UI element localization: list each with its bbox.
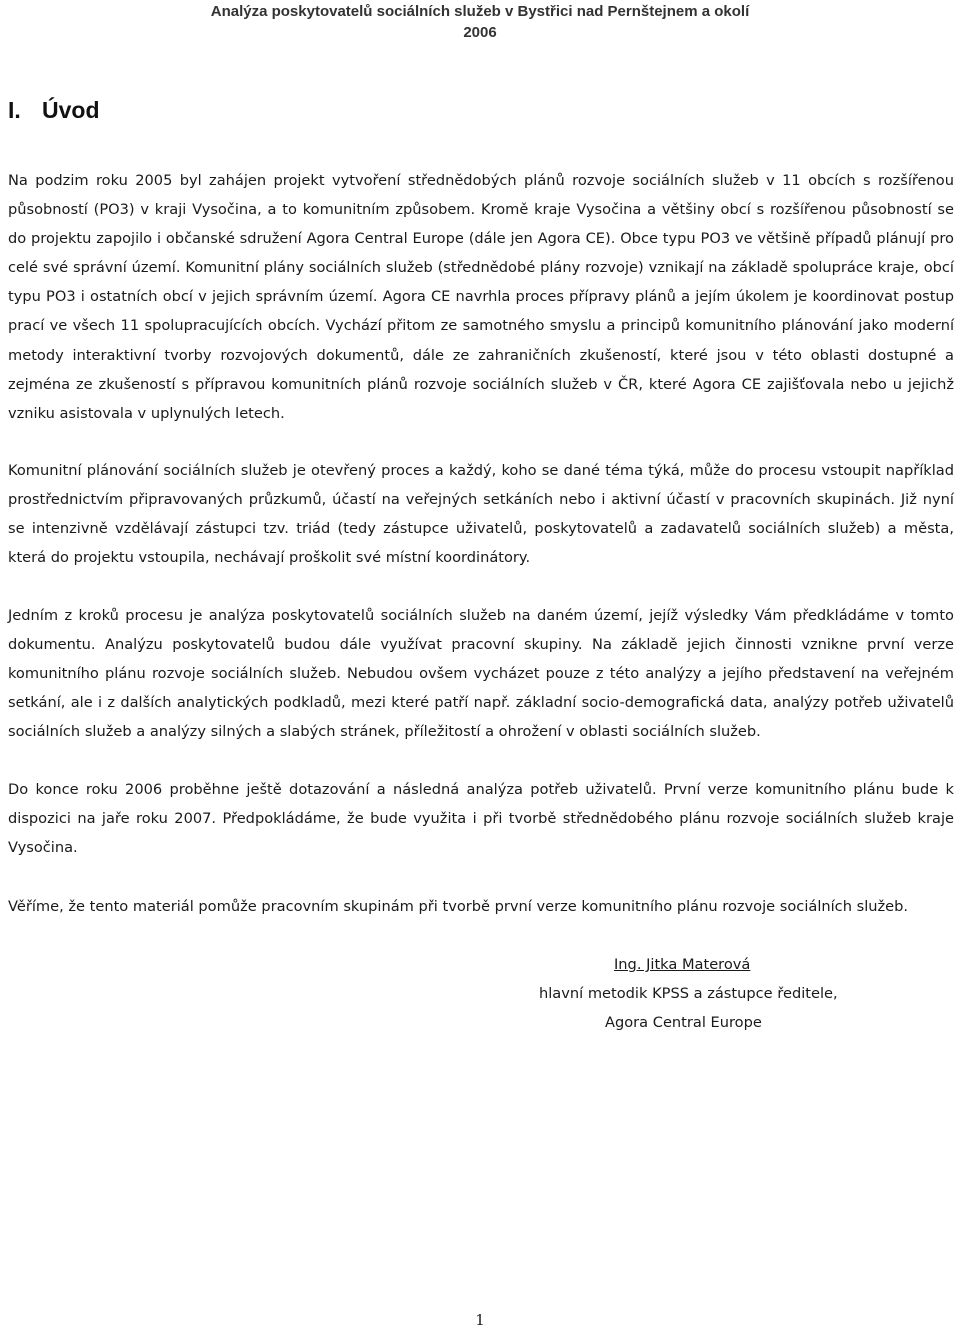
paragraph-community-planning: Komunitní plánování sociálních služeb je otevřený proces a každý, koho se dané téma týká, může do procesu vstoupit například prostřednictvím připravovaných průzkumů, účastí na veřejných setkáních nebo i aktivní účastí v pracovních skupinách. Již nyní se intenzivně vzdělávají zástupci tzv. triád (tedy zástupce uživatelů, poskytovatelů a zadavatelů sociálních služeb) a města, která do projektu vstoupila, nechávají proškolit své místní koordinátory. <box>8 462 954 567</box>
signature-role: hlavní metodik KPSS a zástupce ředitele, <box>539 985 838 1002</box>
paragraph-closing: Věříme, že tento materiál pomůže pracovním skupinám při tvorbě první verze komunitního plánu rozvoje sociálních služeb. <box>8 898 909 915</box>
signature-name: Ing. Jitka Materová <box>614 956 751 973</box>
page-number: 1 <box>475 1311 485 1329</box>
section-heading <box>8 94 100 126</box>
section-number: I. <box>8 97 21 123</box>
document-year: 2006 <box>463 24 497 41</box>
section-title: Úvod <box>42 97 100 123</box>
paragraph-analysis: Jedním z kroků procesu je analýza poskytovatelů sociálních služeb na daném území, jejíž výsledky Vám předkládáme v tomto dokumentu. Analýzu poskytovatelů budou dále využívat pracovní skupiny. Na základě jejich činnosti vznikne první verze komunitního plánu rozvoje sociálních služeb. Nebudou ovšem vycházet pouze z této analýzy a jejího představení na veřejném setkání, ale i z dalších analytických podkladů, mezi které patří např. základní socio-demografická data, analýzy potřeb uživatelů sociálních služeb a analýzy silných a slabých stránek, příležitostí a ohrožení v oblasti sociálních služeb. <box>8 607 954 741</box>
document-title: Analýza poskytovatelů sociálních služeb v Bystřici nad Pernštejnem a okolí <box>210 3 750 20</box>
running-header <box>0 0 960 43</box>
paragraph-timeline: Do konce roku 2006 proběhne ještě dotazování a následná analýza potřeb uživatelů. První verze komunitního plánu bude k dispozici na jaře roku 2007. Předpokládáme, že bude využita i při tvorbě střednědobého plánu rozvoje sociálních služeb kraje Vysočina. <box>8 781 954 857</box>
signature-organization: Agora Central Europe <box>605 1014 762 1031</box>
paragraph-intro: Na podzim roku 2005 byl zahájen projekt vytvoření střednědobých plánů rozvoje sociálních služeb v 11 obcích s rozšířenou působností (PO3) v kraji Vysočina, a to komunitním způsobem. Kromě kraje Vysočina a většiny obcí s rozšířenou působností se do projektu zapojilo i občanské sdružení Agora Central Europe (dále jen Agora CE). Obce typu PO3 ve většině případů plánují pro celé své správní území. Komunitní plány sociálních služeb (střednědobé plány rozvoje) vznikají na základě spolupráce kraje, obcí typu PO3 i ostatních obcí v jejich správním území. Agora CE navrhla proces přípravy plánů a jejím úkolem je koordinovat postup prací ve všech 11 spolupracujících obcích. Vychází přitom ze samotného smyslu a principů komunitního plánování jako moderní metody interaktivní tvorby rozvojových dokumentů, dále ze zahraničních zkušeností, které jsou v této oblasti dostupné a zejména ze zkušeností s přípravou komunitních plánů rozvoje sociálních služeb v ČR, které Agora CE zajišťovala nebo u jejichž vzniku asistovala v uplynulých letech. <box>8 172 954 422</box>
